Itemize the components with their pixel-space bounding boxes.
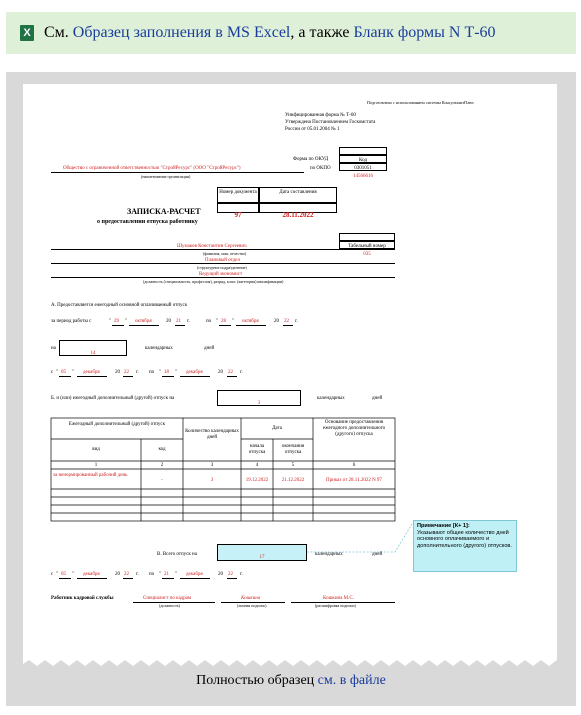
tab-number: 035 [363,252,371,257]
hr-signature: Кошкина [241,596,261,601]
quote: " [216,319,219,324]
note-body: Указывают общее количество дней основного оплачиваемого и дополнительного (другого) отпусков. [417,529,512,549]
period-end-day: 28 [221,319,226,324]
days-word: дней [204,346,215,351]
date-header: Дата составления [279,190,317,195]
hr-sign-caption: (личная подпись) [237,603,267,608]
doc-title: ЗАПИСКА-РАСЧЕТ [127,207,201,216]
calendar-days-label: календарных [145,346,173,351]
approved-line: Утверждена Постановлением Госкомстата [285,120,376,125]
annotation-note [413,520,517,572]
quote: " [109,319,112,324]
col-code: код [158,447,166,452]
fio-caption: (фамилия, имя, отчество) [203,251,247,256]
days-word: дней [372,396,383,401]
russia-line: России от 05.01.2004 № 1 [285,127,340,132]
total-end-month: декабря [186,572,203,577]
col-basis: Основание предоставления ежегодного дополнительного (другого) отпуска [322,420,386,437]
okpo-label: по ОКПО [310,166,331,171]
position: Ведущий экономист [199,272,243,277]
by-label: по [206,319,212,324]
total-end-year: 22 [228,572,233,577]
total-end-day: 21 [164,572,169,577]
quote: " [56,572,59,577]
consultant-note: Подготовлено с использованием системы КонсультантПлюс [367,100,475,105]
by-label: по [149,370,155,375]
total-start-month: декабря [83,572,100,577]
additional-leave-days: 3 [257,401,261,406]
okud-label: Форма по ОКУД [293,157,329,162]
document-preview-frame [6,72,576,706]
dept-caption: (структурное подразделение) [197,265,247,270]
col-num-6: 6 [352,463,356,468]
tab-header: Табельный номер [348,244,386,249]
org-caption: (наименование организации) [141,174,191,179]
year-prefix: 20 [166,319,171,324]
quote: " [232,319,235,324]
leave-start-day: 05 [61,370,66,375]
calendar-days-label: календарных [315,552,343,557]
note-title: Примечание [К+ 1]: [417,523,470,529]
year-prefix: 20 [218,370,223,375]
section-b: Б. и (или) ежегодный дополнительный (другой) отпуск на [51,396,175,401]
year-prefix: 20 [218,572,223,577]
doc-number: 97 [234,211,242,219]
leave-start-year: 22 [124,370,129,375]
year-suffix: г. [240,370,243,375]
calendar-days-label: календарных [317,396,345,401]
col-type: вид [92,447,100,452]
footer-label: Полностью образец [196,673,315,688]
row-end-date: 21.12.2022 [281,478,305,483]
quote: " [72,572,75,577]
info-banner [6,12,576,54]
col-num-1: 1 [94,463,98,468]
quote: " [159,572,162,577]
col-days-count: Количество календарных дней [185,429,239,440]
quote: " [159,370,162,375]
hr-position: Специалист по кадрам [143,596,192,601]
col-start: начала отпуска [248,444,266,455]
quote: " [125,319,128,324]
blank-form-link[interactable]: Бланк формы N Т-60 [353,24,496,41]
okpo-value: 14566616 [353,174,373,179]
footer-text [6,673,576,689]
employee-name: Шумаков Константин Сергеевич [177,244,247,249]
hr-name: Кошкина М.С. [323,596,354,601]
total-start-day: 05 [61,572,66,577]
row-start-date: 19.12.2022 [245,478,269,483]
hr-label: Работник кадровой службы [51,596,114,601]
year-suffix: г. [295,319,298,324]
year-suffix: г. [187,319,190,324]
year-prefix: 20 [115,572,120,577]
period-start-day: 29 [114,319,119,324]
leave-start-month: декабря [83,370,100,375]
total-start-year: 22 [124,572,129,577]
see-file-link[interactable]: см. в файле [317,673,386,688]
num-header: Номер документа [219,190,257,195]
total-leave-days: 17 [259,555,265,560]
excel-icon: X [20,25,34,41]
quote: " [175,572,178,577]
section-a: А. Предоставляется ежегодный основной оплачиваемый отпуск [51,303,188,308]
banner-text [44,24,496,42]
from-label: с [51,572,54,577]
col-date: Дата [272,426,282,431]
unified-form: Унифицированная форма № Т-60 [285,113,356,118]
department: Плановый отдел [205,258,240,263]
banner-prefix: См. [44,24,69,41]
year-prefix: 20 [115,370,120,375]
col-num-2: 2 [160,463,164,468]
leave-end-month: декабря [186,370,203,375]
doc-date: 28.11.2022 [282,211,314,219]
period-end-month: октября [242,319,259,324]
row-days: 3 [210,478,214,483]
leave-end-year: 22 [228,370,233,375]
by-label: по [149,572,155,577]
banner-middle: , а также [290,24,350,41]
col-additional-leave: Ежегодный дополнительный (другой) отпуск [68,422,166,427]
row-leave-type: за ненормированный рабочий день [53,473,128,478]
leave-end-day: 18 [164,370,169,375]
days-word: дней [372,552,383,557]
year-suffix: г. [136,572,139,577]
okud-value: 0301051 [354,166,372,171]
year-prefix: 20 [274,319,279,324]
hr-name-caption: (расшифровка подписи) [315,603,356,608]
section-v: В. Всего отпуск на [157,552,197,557]
col-end: окончания отпуска [281,444,305,455]
na-label: на [51,346,56,351]
period-label: за период работы с [51,319,92,324]
main-leave-days: 14 [90,351,96,356]
quote: " [72,370,75,375]
from-label: с [51,370,54,375]
hr-pos-caption: (должность) [159,603,180,608]
row-code: - [161,478,163,483]
sample-excel-link[interactable]: Образец заполнения в MS Excel [72,24,291,41]
document-page [23,84,557,654]
quote: " [56,370,59,375]
doc-subtitle: о предоставлении отпуска работнику [97,219,198,225]
kod-header: Код [359,158,367,163]
org-name: Общество с ограниченной ответственностью "СтройРесурс" (ООО "СтройРесурс") [63,166,241,171]
col-num-4: 4 [255,463,259,468]
year-suffix: г. [240,572,243,577]
row-basis: Приказ от 28.11.2022 N 97 [326,478,382,483]
year-suffix: г. [136,370,139,375]
pos-caption: (должность (специальность, профессия), разряд, класс (категория) квалификации) [143,279,284,284]
col-num-5: 5 [291,463,295,468]
period-end-year: 22 [284,319,289,324]
period-start-month: октября [135,319,152,324]
period-start-year: 21 [176,319,181,324]
quote: " [175,370,178,375]
torn-edge [23,654,557,668]
col-num-3: 3 [210,463,214,468]
